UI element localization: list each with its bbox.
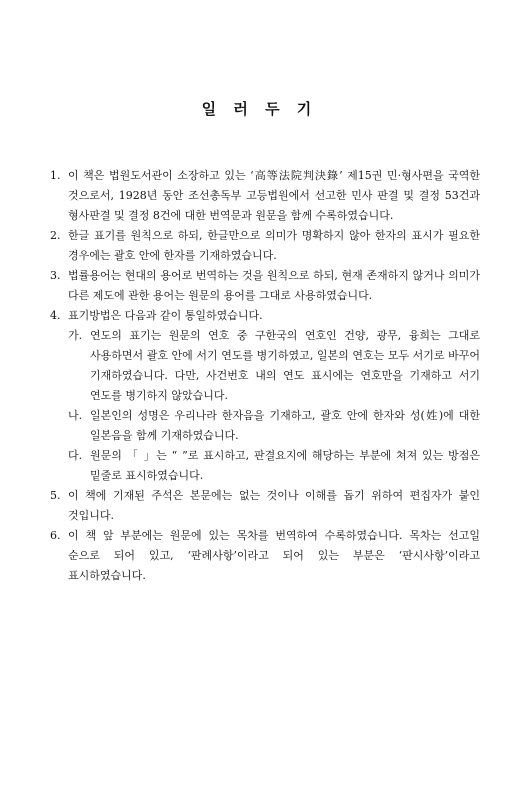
item-text: 표기방법은 다음과 같이 통일하였습니다. bbox=[68, 309, 263, 322]
list-item bbox=[50, 266, 480, 306]
list-item bbox=[50, 226, 480, 266]
sub-item-number: 다. bbox=[68, 449, 83, 462]
sub-item-number: 가. bbox=[68, 329, 83, 342]
item-text: 이 책에 기재된 주석은 본문에는 없는 것이나 이해를 돕기 위하여 편집자가 붙인 것입니다. bbox=[68, 489, 480, 522]
item-number: 4. bbox=[50, 309, 61, 322]
sub-item-text: 원문의 「 」는 “ ”로 표시하고, 판결요지에 해당하는 부분에 쳐져 있는 방점은 밑줄로 표시하였습니다. bbox=[90, 449, 480, 482]
notes-list bbox=[50, 166, 480, 586]
sub-item-text: 연도의 표기는 원문의 연호 중 구한국의 연호인 건양, 광무, 융희는 그대로 사용하면서 괄호 안에 서기 연도를 병기하였고, 일본의 연호는 모두 서기로 바꾸어 기재하였습니다. 다만, 사건번호 내의 연도 표시에는 연호만을 기재하고 서기 연도를 병기하지 않았습니다. bbox=[90, 329, 480, 402]
item-text: 이 책은 법원도서관이 소장하고 있는 ‘高等法院判決錄’ 제15권 민·형사편을 국역한 것으로서, 1928년 동안 조선총독부 고등법원에서 선고한 민사 판결 및 결정 53건과 형사판결 및 결정 8건에 대한 번역문과 원문을 함께 수록하였습니다. bbox=[68, 169, 480, 222]
list-item bbox=[50, 526, 480, 586]
page-title: 일 러 두 기 bbox=[201, 100, 318, 118]
sub-item bbox=[68, 406, 480, 446]
item-number: 3. bbox=[50, 269, 61, 282]
item-text: 법률용어는 현대의 용어로 번역하는 것을 원칙으로 하되, 현재 존재하지 않거나 의미가 다른 제도에 관한 용어는 원문의 용어를 그대로 사용하였습니다. bbox=[68, 269, 480, 302]
item-number: 5. bbox=[50, 489, 61, 502]
item-number: 2. bbox=[50, 229, 61, 242]
sub-item bbox=[68, 446, 480, 486]
list-item bbox=[50, 166, 480, 226]
sub-item-text: 일본인의 성명은 우리나라 한자음을 기재하고, 괄호 안에 한자와 성(姓)에 대한 일본음을 함께 기재하였습니다. bbox=[90, 409, 480, 442]
sub-item bbox=[68, 326, 480, 406]
sub-item-number: 나. bbox=[68, 409, 83, 422]
list-item bbox=[50, 486, 480, 526]
item-text: 이 책 앞 부분에는 원문에 있는 목차를 번역하여 수록하였습니다. 목차는 선고일 순으로 되어 있고, ‘판례사항’이라고 되어 있는 부분은 ‘판시사항’이라고 표시하였습니다. bbox=[68, 529, 480, 582]
item-number: 1. bbox=[50, 169, 61, 182]
item-text: 한글 표기를 원칙으로 하되, 한글만으로 의미가 명확하지 않아 한자의 표시가 필요한 경우에는 괄호 안에 한자를 기재하였습니다. bbox=[68, 229, 480, 262]
item-number: 6. bbox=[50, 529, 61, 542]
list-item bbox=[50, 306, 480, 326]
